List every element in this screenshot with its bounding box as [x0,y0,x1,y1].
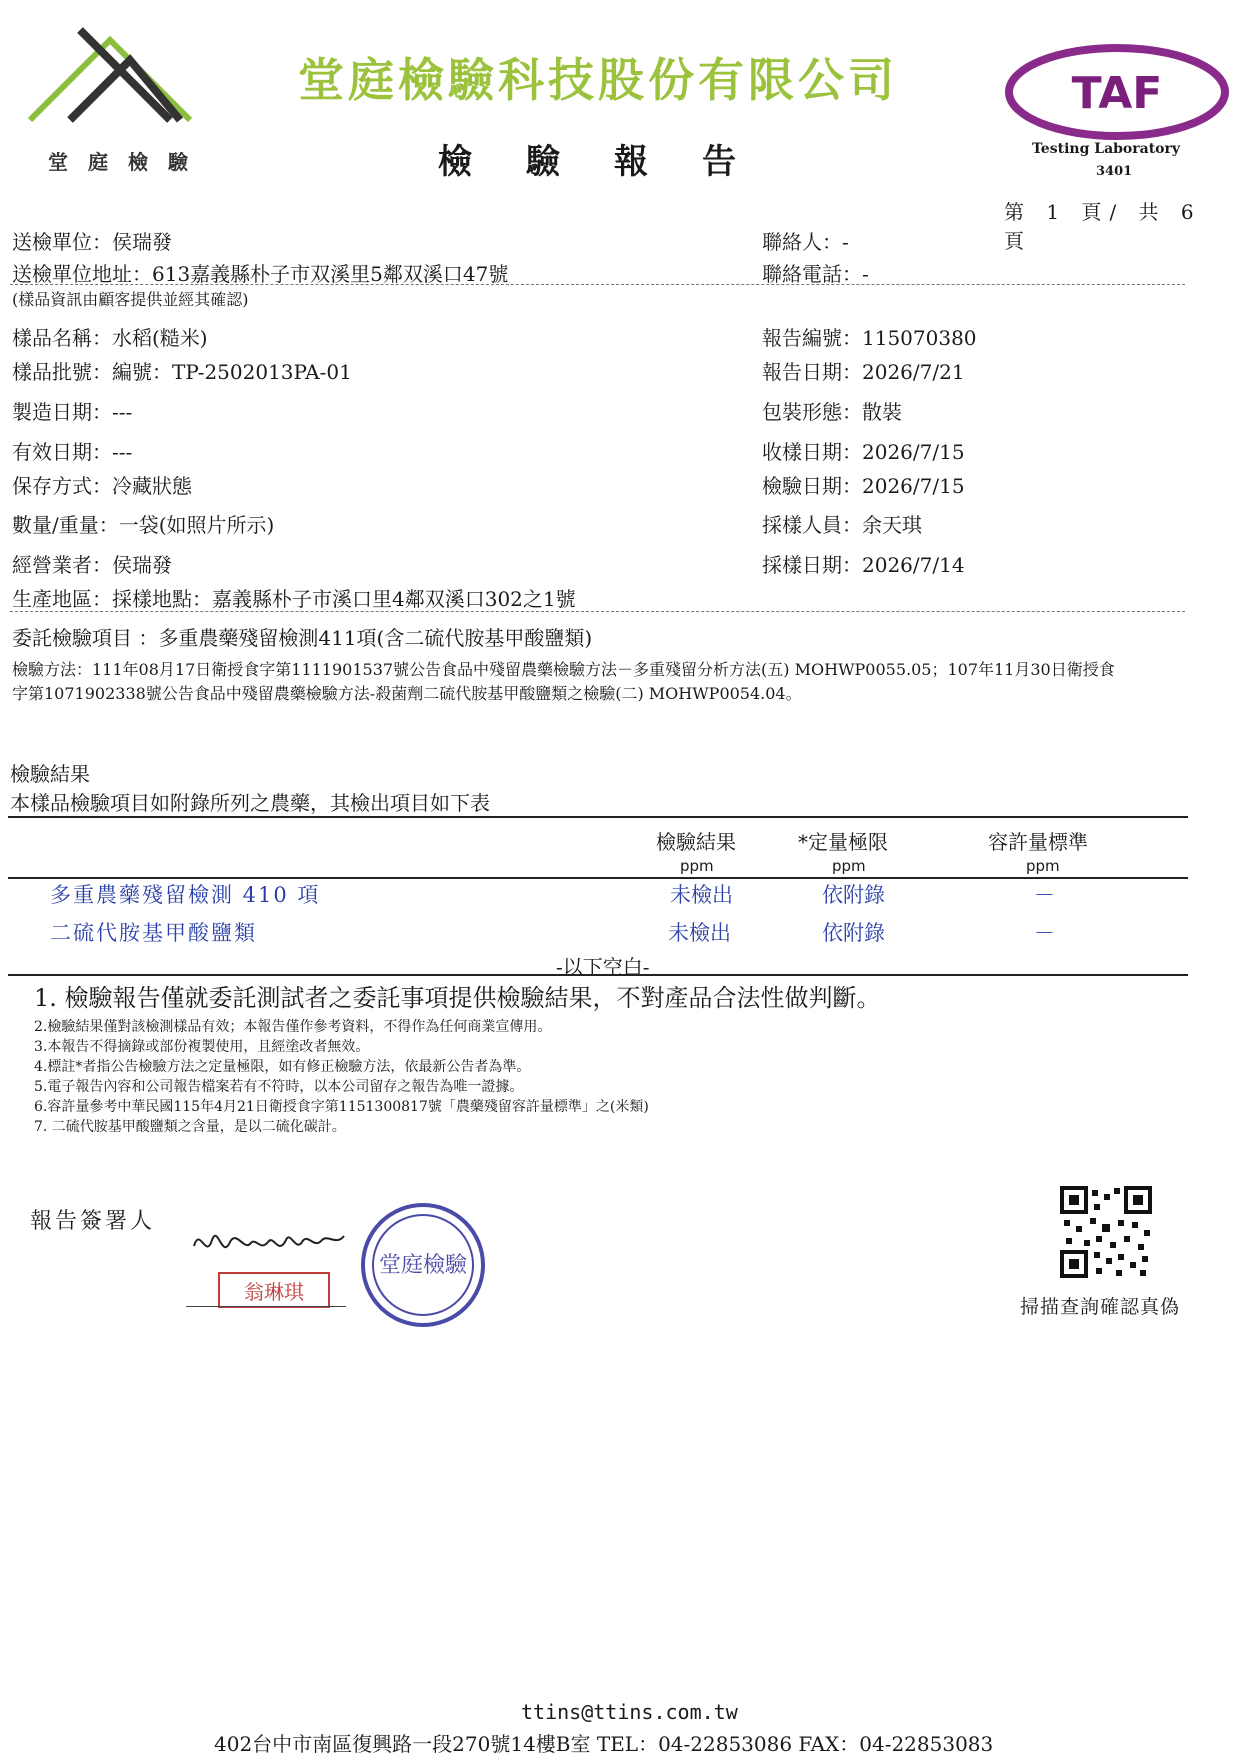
sample-batch: 樣品批號：編號：TP-2502013PA-01 [12,360,352,384]
taf-logo-text: TAF [1071,68,1163,119]
footer-email: ttins@ttins.com.tw [521,1700,738,1724]
qr-label: 掃描查詢確認真偽 [1020,1296,1181,1318]
expiry-date: 有效日期：--- [12,440,133,464]
stamp-text: 堂庭檢驗 [378,1253,468,1278]
table-bottom-rule [8,974,1188,976]
manufacture-date: 製造日期：--- [12,400,133,424]
company-stamp-icon [358,1200,488,1330]
note-6: 6.容許量參考中華民國115年4月21日衛授食字第1151300817號「農藥殘留容許量標準」之(米類) [34,1099,649,1115]
contact-person: 聯絡人：- [762,230,849,254]
table-top-rule [8,816,1188,818]
handwritten-signature-icon [190,1216,350,1276]
signer-seal: 翁琳琪 [218,1272,330,1308]
note-5: 5.電子報告內容和公司報告檔案若有不符時，以本公司留存之報告為唯一證據。 [34,1079,524,1095]
contact-phone: 聯絡電話：- [762,262,869,286]
signature-line [186,1306,346,1307]
blank-note: -以下空白- [556,955,650,979]
note-1: 1. 檢驗報告僅就委託測試者之委託事項提供檢驗結果，不對產品合法性做判斷。 [34,984,881,1012]
table-row-loq: 依附錄 [822,883,885,907]
column-header-result: 檢驗結果 [656,830,736,854]
company-logo-icon [20,20,220,130]
taf-lab-number: 3401 [1096,164,1133,179]
receive-date: 收樣日期：2026/7/15 [762,440,965,464]
sample-name: 樣品名稱：水稻(糙米) [12,326,208,350]
footer-address: 402台中市南區復興路一段270號14樓B室 TEL：04-22853086 FAX：04-22853083 [214,1732,994,1756]
report-date: 報告日期：2026/7/21 [762,360,965,384]
production-area: 生產地區：採樣地點：嘉義縣朴子市溪口里4鄰双溪口302之1號 [12,587,576,611]
test-method-line-2: 字第1071902338號公告食品中殘留農藥檢驗方法-殺菌劑二硫代胺基甲酸鹽類之檢驗(二) MOHWP0054.04。 [12,684,802,703]
unit-limit: ppm [1026,857,1060,875]
table-row-loq: 依附錄 [822,921,885,945]
qr-code-icon[interactable] [1060,1186,1152,1278]
column-header-loq: *定量極限 [798,830,888,854]
sampler: 採樣人員：余天琪 [762,513,922,537]
taf-lab-label: Testing Laboratory [1032,141,1181,157]
logo-text: 堂庭檢驗 [48,150,208,174]
client-unit: 送檢單位：侯瑞發 [12,230,172,254]
note-2: 2.檢驗結果僅對該檢測樣品有效；本報告僅作參考資料，不得作為任何商業宣傳用。 [34,1019,552,1035]
note-3: 3.本報告不得摘錄或部份複製使用，且經塗改者無效。 [34,1039,370,1055]
client-address: 送檢單位地址：613嘉義縣朴子市双溪里5鄰双溪口47號 [12,262,509,286]
note-4: 4.標註*者指公告檢驗方法之定量極限，如有修正檢驗方法，依最新公告者為準。 [34,1059,531,1075]
test-method-line-1: 檢驗方法：111年08月17日衛授食字第1111901537號公告食品中殘留農藥檢驗方法－多重殘留分析方法(五) MOHWP0055.05；107年11月30日衛授食 [12,660,1115,679]
unit-result: ppm [680,857,714,875]
table-row-name: 二硫代胺基甲酸鹽類 [50,921,257,945]
test-date: 檢驗日期：2026/7/15 [762,474,965,498]
results-heading: 檢驗結果 [10,762,90,786]
note-7: 7. 二硫代胺基甲酸鹽類之含量，是以二硫化碳計。 [34,1119,346,1135]
divider [10,284,1185,285]
quantity-weight: 數量/重量：一袋(如照片所示) [12,513,275,537]
results-subheading: 本樣品檢驗項目如附錄所列之農藥，其檢出項目如下表 [10,791,490,815]
report-number: 報告編號：115070380 [762,326,977,350]
client-note: (樣品資訊由顧客提供並經其確認) [12,290,249,309]
packaging-type: 包裝形態：散裝 [762,400,902,424]
table-row-limit: － [1034,921,1055,945]
operator: 經營業者：侯瑞發 [12,553,172,577]
table-row-result: 未檢出 [670,883,733,907]
page-number: 第 1 頁/ 共 6 頁 [1004,200,1202,253]
table-row-result: 未檢出 [668,921,731,945]
sampling-date: 採樣日期：2026/7/14 [762,553,965,577]
taf-logo-icon [1004,40,1230,144]
table-row-name: 多重農藥殘留檢測 410 項 [50,883,321,907]
signer-label: 報告簽署人 [30,1209,156,1234]
report-title: 檢驗報告 [438,142,790,182]
test-items: 委託檢驗項目 ：多重農藥殘留檢測411項(含二硫代胺基甲酸鹽類) [12,626,593,650]
storage-method: 保存方式：冷藏狀態 [12,474,192,498]
column-header-limit: 容許量標準 [988,830,1088,854]
divider [10,611,1185,612]
unit-loq: ppm [832,857,866,875]
company-name: 堂庭檢驗科技股份有限公司 [298,53,898,107]
table-row-limit: － [1034,883,1055,907]
